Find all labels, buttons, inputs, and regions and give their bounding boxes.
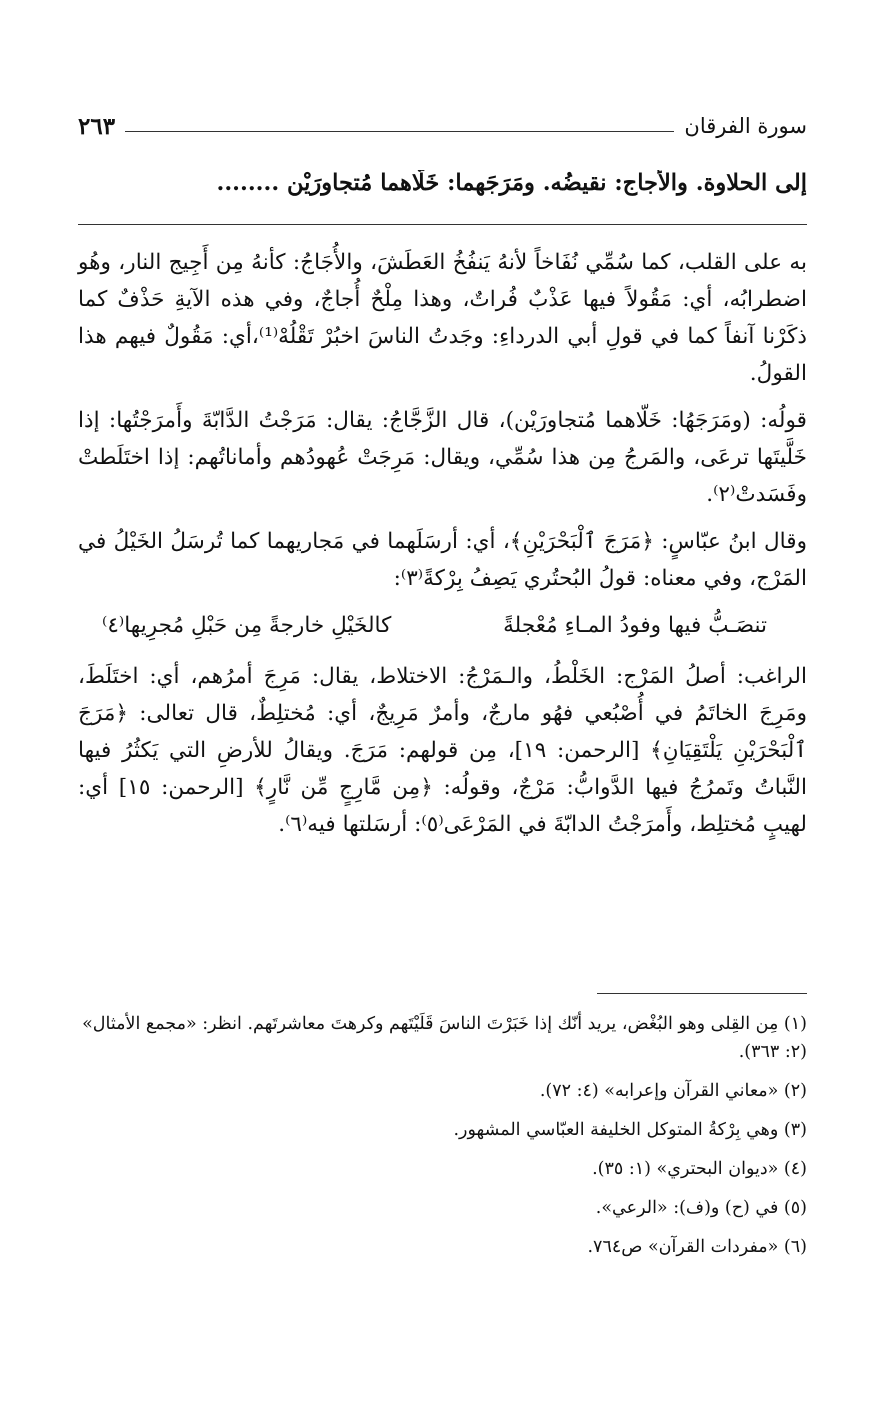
paragraph: قولُه: (ومَرَجَهُا: خَلّاهما مُتجاورَيْن)، قال الزَّجَّاجُ: يقال: مَرَجْتُ الدَّابّةَ وأَمرَجْتُها: إذا خَلَّيتَها ترعَى، والمَرجُ مِن هذا سُمِّي، ويقال: مَرِجَتْ عُهودُهم وأماناتُهم: إذا اختَلَطتْ وفَسَدتْ⁽٢⁾. <box>78 408 807 507</box>
paragraph: وقال ابنُ عبّاسٍ: ﴿مَرَجَ ٱلْبَحْرَيْنِ﴾، أي: أرسَلَهما في مَجاريهما كما تُرسَلُ الخَيْلُ في المَرْج، وفي معناه: قولُ البُحتُري يَصِفُ بِرْكةً⁽٣⁾: <box>78 529 807 591</box>
poem-verse <box>78 607 807 644</box>
main-text <box>78 244 807 853</box>
surah-title: سورة الفرقان <box>684 114 807 138</box>
running-header <box>78 108 807 144</box>
footnote: (٤) «ديوان البحتري» (١: ٣٥). <box>592 1159 807 1179</box>
section-heading: إلى الحلاوة. والأُجاج: نقيضُه. ومَرَجَهما: خَلَّاهما مُتجاورَيْن ........ <box>216 170 807 196</box>
paragraph: به على القلب، كما سُمِّي نُفَاخاً لأنهُ يَنفُخُ العَطَشَ، والأُجَاجُ: كأنهُ مِن أَجِيج النار، وهُو اضطرابُه، أي: مَقُولاً فيها عَذْبٌ فُراتٌ، وهذا مِلْحٌ أُجاجٌ، وفي هذه الآيةِ حَذْفٌ كما ذكَرْنا آنفاً كما في قولِ أبي الدرداءِ: وجَدتُ الناسَ اخبُرْ تَقْلُهْ⁽¹⁾،أي: مَقُولٌ فيهم هذا القولُ. <box>78 250 807 386</box>
poem-first-hemistich: تنصَـبُّ فيها وفودُ المـاءِ مُعْجلةً <box>503 613 767 638</box>
footnote-separator <box>597 993 807 994</box>
footnote: (١) مِن القِلى وهو البُغْض، يريد أنّك إذا خَبَرْتَ الناسَ قَلَيْتَهم وكرهتَ معاشرتَهم. انظر: «مجمع الأمثال» (٢: ٣٦٣). <box>82 1014 807 1062</box>
paragraph: الراغب: أصلُ المَرْج: الخَلْطُ، والـمَرْجُ: الاختلاط، يقال: مَرِجَ أمرُهم، أي: اختَلَطَ، ومَرِجَ الخاتَمُ في أُصْبُعي فهُو مارجٌ، وأمرٌ مَرِيجٌ، أي: مُختلِطٌ، قال تعالى: ﴿مَرَجَ ٱلْبَحْرَيْنِ يَلْتَقِيَانِ﴾ [الرحمن: ١٩]، مِن قولهم: مَرَجَ. ويقالُ للأرضِ التي يَكثُرُ فيها النَّباتُ وتَمرُجُ فيها الدَّوابُّ: مَرْجٌ، وقولُه: ﴿مِن مَّارِجٍ مِّن نَّارٍ﴾ [الرحمن: ١٥] أي: لهيبٍ مُختلِط، وأَمرَجْتُ الدابّةَ في المَرْعَى⁽٥⁾: أرسَلتها فيه⁽٦⁾. <box>78 664 807 837</box>
footnote: (٦) «مفردات القرآن» ص٧٦٤. <box>587 1237 807 1257</box>
page <box>78 0 807 1409</box>
page-number: ٢٦٣ <box>78 112 116 140</box>
poem-second-hemistich: كالخَيْلِ خارجةً مِن حَبْلِ مُجرِيها⁽٤⁾ <box>102 613 392 638</box>
footnote: (٥) في (ح) و(ف): «الرعي». <box>595 1198 807 1218</box>
header-rule <box>125 131 674 132</box>
footnote: (٣) وهي بِرْكةُ المتوكل الخليفة العبّاسي المشهور. <box>453 1120 807 1140</box>
heading-rule <box>78 224 807 225</box>
footnotes <box>78 1010 807 1272</box>
footnote: (٢) «معاني القرآن وإعرابه» (٤: ٧٢). <box>539 1081 807 1101</box>
